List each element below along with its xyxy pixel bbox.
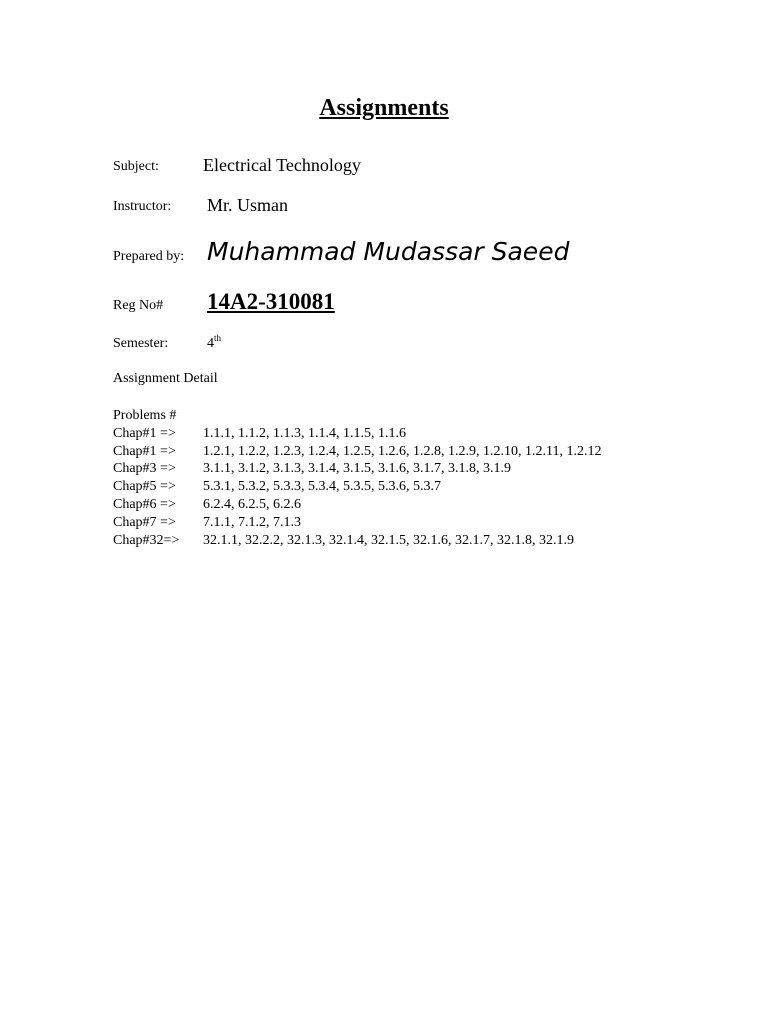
subject-label: Subject: [113, 159, 159, 174]
document-title: Assignments [319, 95, 449, 121]
problem-row [113, 460, 511, 478]
chapter-label: Chap#5 => [113, 479, 176, 495]
problem-list: 32.1.1, 32.2.2, 32.1.3, 32.1.4, 32.1.5, 32.1.6, 32.1.7, 32.1.8, 32.1.9 [203, 532, 574, 548]
problem-row [113, 532, 574, 550]
semester-label: Semester: [113, 336, 169, 351]
problem-row [113, 496, 301, 514]
assignment-detail-heading: Assignment Detail [113, 371, 218, 386]
chapter-label: Chap#1 => [113, 443, 176, 459]
problem-row [113, 443, 602, 461]
problems-heading: Problems # [113, 408, 177, 423]
problem-list: 5.3.1, 5.3.2, 5.3.3, 5.3.4, 5.3.5, 5.3.6, 5.3.7 [203, 479, 441, 495]
problem-list: 7.1.1, 7.1.2, 7.1.3 [203, 514, 301, 530]
reg-no-label: Reg No# [113, 298, 164, 313]
chapter-label: Chap#1 => [113, 425, 176, 441]
problems-section [113, 407, 602, 549]
prepared-by-value: Muhammad Mudassar Saeed [207, 237, 570, 266]
subject-value: Electrical Technology [203, 155, 361, 175]
chapter-label: Chap#32=> [113, 532, 180, 548]
semester-number: 4 [207, 336, 214, 351]
problem-row [113, 425, 406, 443]
problem-list: 1.2.1, 1.2.2, 1.2.3, 1.2.4, 1.2.5, 1.2.6, 1.2.8, 1.2.9, 1.2.10, 1.2.11, 1.2.12 [203, 443, 602, 459]
chapter-label: Chap#7 => [113, 514, 176, 530]
chapter-label: Chap#3 => [113, 461, 176, 477]
chapter-label: Chap#6 => [113, 496, 176, 512]
problem-list: 6.2.4, 6.2.5, 6.2.6 [203, 496, 301, 512]
instructor-label: Instructor: [113, 199, 172, 214]
reg-no-value: 14A2-310081 [207, 289, 335, 314]
problem-list: 3.1.1, 3.1.2, 3.1.3, 3.1.4, 3.1.5, 3.1.6, 3.1.7, 3.1.8, 3.1.9 [203, 461, 511, 477]
instructor-value: Mr. Usman [207, 195, 288, 215]
prepared-by-label: Prepared by: [113, 249, 185, 264]
problem-row [113, 514, 301, 532]
semester-suffix: th [214, 333, 222, 343]
problem-row [113, 478, 441, 496]
semester-value [207, 333, 222, 352]
problem-list: 1.1.1, 1.1.2, 1.1.3, 1.1.4, 1.1.5, 1.1.6 [203, 425, 406, 441]
